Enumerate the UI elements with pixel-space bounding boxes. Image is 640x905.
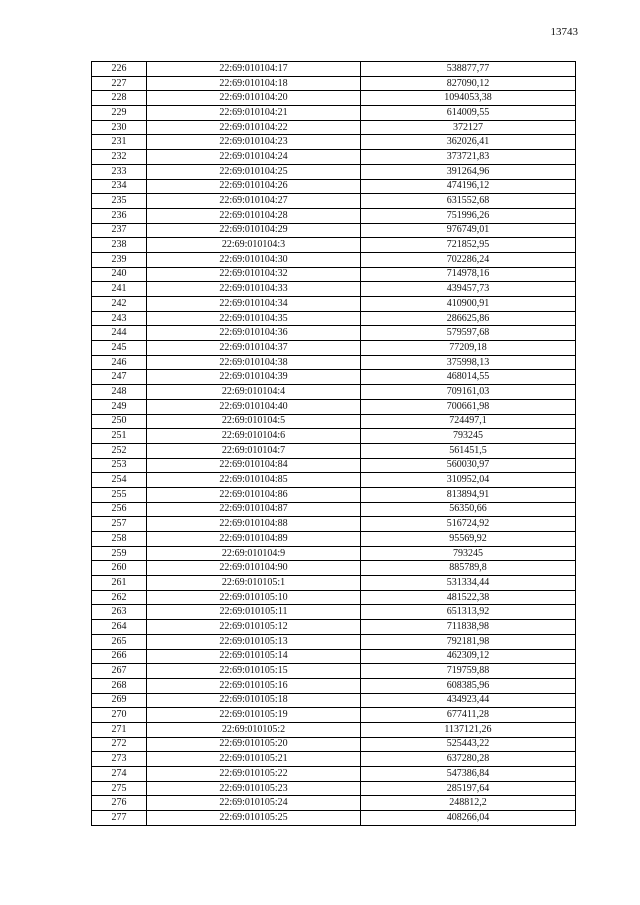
cadastral-value-cell: 560030,97: [361, 458, 576, 473]
cadastral-value-cell: 813894,91: [361, 487, 576, 502]
row-number-cell: 231: [92, 135, 147, 150]
cadastral-number-cell: 22:69:010104:29: [147, 223, 361, 238]
cadastral-number-cell: 22:69:010105:15: [147, 664, 361, 679]
table-row: [92, 120, 576, 135]
row-number-cell: 266: [92, 649, 147, 664]
table-row: [92, 678, 576, 693]
cadastral-number-cell: 22:69:010104:34: [147, 297, 361, 312]
cadastral-value-cell: 631552,68: [361, 194, 576, 209]
table-row: [92, 767, 576, 782]
cadastral-value-cell: 516724,92: [361, 517, 576, 532]
table-row: [92, 179, 576, 194]
cadastral-number-cell: 22:69:010104:21: [147, 106, 361, 121]
cadastral-value-cell: 56350,66: [361, 502, 576, 517]
row-number-cell: 258: [92, 532, 147, 547]
cadastral-number-cell: 22:69:010104:40: [147, 399, 361, 414]
cadastral-value-cell: 547386,84: [361, 767, 576, 782]
table-row: [92, 164, 576, 179]
cadastral-value-cell: 362026,41: [361, 135, 576, 150]
cadastral-value-cell: 885789,8: [361, 561, 576, 576]
table-row: [92, 502, 576, 517]
table-row: [92, 722, 576, 737]
row-number-cell: 238: [92, 238, 147, 253]
cadastral-value-cell: 721852,95: [361, 238, 576, 253]
table-row: [92, 634, 576, 649]
cadastral-number-cell: 22:69:010105:22: [147, 767, 361, 782]
cadastral-value-cell: 711838,98: [361, 620, 576, 635]
cadastral-value-cell: 434923,44: [361, 693, 576, 708]
row-number-cell: 267: [92, 664, 147, 679]
table-row: [92, 62, 576, 77]
row-number-cell: 262: [92, 590, 147, 605]
table-row: [92, 208, 576, 223]
row-number-cell: 257: [92, 517, 147, 532]
row-number-cell: 247: [92, 370, 147, 385]
cadastral-value-cell: 976749,01: [361, 223, 576, 238]
table-row: [92, 76, 576, 91]
cadastral-number-cell: 22:69:010105:14: [147, 649, 361, 664]
table-row: [92, 487, 576, 502]
cadastral-value-cell: 792181,98: [361, 634, 576, 649]
row-number-cell: 260: [92, 561, 147, 576]
table-row: [92, 238, 576, 253]
cadastral-value-cell: 474196,12: [361, 179, 576, 194]
table-row: [92, 561, 576, 576]
cadastral-value-cell: 719759,88: [361, 664, 576, 679]
row-number-cell: 275: [92, 781, 147, 796]
table-row: [92, 282, 576, 297]
row-number-cell: 233: [92, 164, 147, 179]
cadastral-value-cell: 77209,18: [361, 341, 576, 356]
cadastral-number-cell: 22:69:010104:38: [147, 355, 361, 370]
table-row: [92, 414, 576, 429]
cadastral-number-cell: 22:69:010104:18: [147, 76, 361, 91]
row-number-cell: 236: [92, 208, 147, 223]
cadastral-number-cell: 22:69:010105:12: [147, 620, 361, 635]
cadastral-number-cell: 22:69:010104:85: [147, 473, 361, 488]
row-number-cell: 272: [92, 737, 147, 752]
cadastral-number-cell: 22:69:010104:88: [147, 517, 361, 532]
cadastral-value-cell: 793245: [361, 429, 576, 444]
cadastral-number-cell: 22:69:010105:24: [147, 796, 361, 811]
cadastral-value-cell: 651313,92: [361, 605, 576, 620]
cadastral-number-cell: 22:69:010105:21: [147, 752, 361, 767]
cadastral-value-cell: 709161,03: [361, 385, 576, 400]
cadastral-value-cell: 285197,64: [361, 781, 576, 796]
row-number-cell: 240: [92, 267, 147, 282]
table-row: [92, 297, 576, 312]
cadastral-value-cell: 373721,83: [361, 150, 576, 165]
cadastral-number-cell: 22:69:010104:27: [147, 194, 361, 209]
table-row: [92, 605, 576, 620]
row-number-cell: 242: [92, 297, 147, 312]
row-number-cell: 227: [92, 76, 147, 91]
row-number-cell: 253: [92, 458, 147, 473]
row-number-cell: 273: [92, 752, 147, 767]
table-row: [92, 620, 576, 635]
row-number-cell: 277: [92, 811, 147, 826]
cadastral-number-cell: 22:69:010104:32: [147, 267, 361, 282]
cadastral-number-cell: 22:69:010104:37: [147, 341, 361, 356]
cadastral-value-cell: 1137121,26: [361, 722, 576, 737]
cadastral-value-cell: 375998,13: [361, 355, 576, 370]
row-number-cell: 243: [92, 311, 147, 326]
row-number-cell: 256: [92, 502, 147, 517]
row-number-cell: 237: [92, 223, 147, 238]
cadastral-value-cell: 793245: [361, 546, 576, 561]
cadastral-value-cell: 468014,55: [361, 370, 576, 385]
cadastral-value-cell: 525443,22: [361, 737, 576, 752]
cadastral-number-cell: 22:69:010104:20: [147, 91, 361, 106]
cadastral-value-cell: 561451,5: [361, 443, 576, 458]
table-row: [92, 532, 576, 547]
table-row: [92, 311, 576, 326]
table-row: [92, 737, 576, 752]
cadastral-number-cell: 22:69:010104:39: [147, 370, 361, 385]
row-number-cell: 235: [92, 194, 147, 209]
cadastral-number-cell: 22:69:010105:25: [147, 811, 361, 826]
row-number-cell: 274: [92, 767, 147, 782]
cadastral-number-cell: 22:69:010104:23: [147, 135, 361, 150]
row-number-cell: 269: [92, 693, 147, 708]
table-row: [92, 781, 576, 796]
cadastral-number-cell: 22:69:010105:1: [147, 576, 361, 591]
row-number-cell: 259: [92, 546, 147, 561]
cadastral-value-cell: 410900,91: [361, 297, 576, 312]
table-row: [92, 458, 576, 473]
row-number-cell: 265: [92, 634, 147, 649]
cadastral-number-cell: 22:69:010104:22: [147, 120, 361, 135]
cadastral-value-cell: 714978,16: [361, 267, 576, 282]
table-row: [92, 443, 576, 458]
table-row: [92, 326, 576, 341]
row-number-cell: 276: [92, 796, 147, 811]
cadastral-value-cell: 310952,04: [361, 473, 576, 488]
cadastral-value-cell: 531334,44: [361, 576, 576, 591]
row-number-cell: 270: [92, 708, 147, 723]
row-number-cell: 268: [92, 678, 147, 693]
table-row: [92, 708, 576, 723]
cadastral-number-cell: 22:69:010104:33: [147, 282, 361, 297]
row-number-cell: 245: [92, 341, 147, 356]
cadastral-number-cell: 22:69:010104:6: [147, 429, 361, 444]
row-number-cell: 244: [92, 326, 147, 341]
cadastral-number-cell: 22:69:010105:10: [147, 590, 361, 605]
table-row: [92, 399, 576, 414]
row-number-cell: 249: [92, 399, 147, 414]
cadastral-value-table: [91, 61, 576, 826]
table-body: [92, 62, 576, 826]
cadastral-number-cell: 22:69:010104:35: [147, 311, 361, 326]
row-number-cell: 251: [92, 429, 147, 444]
cadastral-value-cell: 439457,73: [361, 282, 576, 297]
row-number-cell: 255: [92, 487, 147, 502]
page-number: 13743: [550, 26, 578, 38]
table-row: [92, 252, 576, 267]
cadastral-number-cell: 22:69:010104:90: [147, 561, 361, 576]
table-row: [92, 150, 576, 165]
cadastral-number-cell: 22:69:010105:18: [147, 693, 361, 708]
cadastral-number-cell: 22:69:010105:13: [147, 634, 361, 649]
row-number-cell: 271: [92, 722, 147, 737]
cadastral-number-cell: 22:69:010104:4: [147, 385, 361, 400]
cadastral-value-cell: 372127: [361, 120, 576, 135]
table-row: [92, 429, 576, 444]
table-row: [92, 796, 576, 811]
table-row: [92, 693, 576, 708]
cadastral-number-cell: 22:69:010104:7: [147, 443, 361, 458]
cadastral-number-cell: 22:69:010104:9: [147, 546, 361, 561]
cadastral-number-cell: 22:69:010104:86: [147, 487, 361, 502]
cadastral-value-cell: 751996,26: [361, 208, 576, 223]
row-number-cell: 228: [92, 91, 147, 106]
table-row: [92, 223, 576, 238]
row-number-cell: 250: [92, 414, 147, 429]
cadastral-number-cell: 22:69:010105:23: [147, 781, 361, 796]
cadastral-number-cell: 22:69:010105:19: [147, 708, 361, 723]
table-row: [92, 664, 576, 679]
row-number-cell: 246: [92, 355, 147, 370]
table-row: [92, 473, 576, 488]
cadastral-number-cell: 22:69:010104:87: [147, 502, 361, 517]
table-row: [92, 194, 576, 209]
cadastral-number-cell: 22:69:010104:3: [147, 238, 361, 253]
cadastral-number-cell: 22:69:010104:36: [147, 326, 361, 341]
row-number-cell: 254: [92, 473, 147, 488]
cadastral-value-cell: 724497,1: [361, 414, 576, 429]
cadastral-value-cell: 579597,68: [361, 326, 576, 341]
table-row: [92, 590, 576, 605]
cadastral-value-cell: 538877,77: [361, 62, 576, 77]
table-row: [92, 106, 576, 121]
table-row: [92, 576, 576, 591]
cadastral-value-cell: 677411,28: [361, 708, 576, 723]
row-number-cell: 264: [92, 620, 147, 635]
cadastral-number-cell: 22:69:010105:11: [147, 605, 361, 620]
row-number-cell: 234: [92, 179, 147, 194]
row-number-cell: 252: [92, 443, 147, 458]
table-row: [92, 546, 576, 561]
cadastral-number-cell: 22:69:010104:5: [147, 414, 361, 429]
table-row: [92, 355, 576, 370]
cadastral-number-cell: 22:69:010104:25: [147, 164, 361, 179]
row-number-cell: 229: [92, 106, 147, 121]
cadastral-number-cell: 22:69:010104:84: [147, 458, 361, 473]
cadastral-value-cell: 462309,12: [361, 649, 576, 664]
cadastral-number-cell: 22:69:010105:16: [147, 678, 361, 693]
cadastral-value-cell: 614009,55: [361, 106, 576, 121]
row-number-cell: 239: [92, 252, 147, 267]
row-number-cell: 230: [92, 120, 147, 135]
table-row: [92, 752, 576, 767]
cadastral-value-cell: 286625,86: [361, 311, 576, 326]
cadastral-value-cell: 95569,92: [361, 532, 576, 547]
cadastral-value-cell: 408266,04: [361, 811, 576, 826]
cadastral-number-cell: 22:69:010104:28: [147, 208, 361, 223]
cadastral-value-cell: 608385,96: [361, 678, 576, 693]
cadastral-value-cell: 702286,24: [361, 252, 576, 267]
cadastral-value-cell: 248812,2: [361, 796, 576, 811]
cadastral-number-cell: 22:69:010104:17: [147, 62, 361, 77]
row-number-cell: 226: [92, 62, 147, 77]
cadastral-value-cell: 827090,12: [361, 76, 576, 91]
table-row: [92, 135, 576, 150]
cadastral-number-cell: 22:69:010104:30: [147, 252, 361, 267]
table-row: [92, 370, 576, 385]
cadastral-number-cell: 22:69:010104:24: [147, 150, 361, 165]
table-row: [92, 341, 576, 356]
cadastral-number-cell: 22:69:010105:20: [147, 737, 361, 752]
cadastral-number-cell: 22:69:010104:26: [147, 179, 361, 194]
cadastral-number-cell: 22:69:010105:2: [147, 722, 361, 737]
table-row: [92, 811, 576, 826]
cadastral-number-cell: 22:69:010104:89: [147, 532, 361, 547]
cadastral-value-cell: 391264,96: [361, 164, 576, 179]
table-row: [92, 649, 576, 664]
row-number-cell: 263: [92, 605, 147, 620]
cadastral-value-cell: 637280,28: [361, 752, 576, 767]
row-number-cell: 261: [92, 576, 147, 591]
table-row: [92, 385, 576, 400]
cadastral-value-cell: 700661,98: [361, 399, 576, 414]
row-number-cell: 241: [92, 282, 147, 297]
cadastral-value-cell: 481522,38: [361, 590, 576, 605]
table-row: [92, 517, 576, 532]
row-number-cell: 248: [92, 385, 147, 400]
table-row: [92, 91, 576, 106]
cadastral-value-cell: 1094053,38: [361, 91, 576, 106]
table-row: [92, 267, 576, 282]
row-number-cell: 232: [92, 150, 147, 165]
